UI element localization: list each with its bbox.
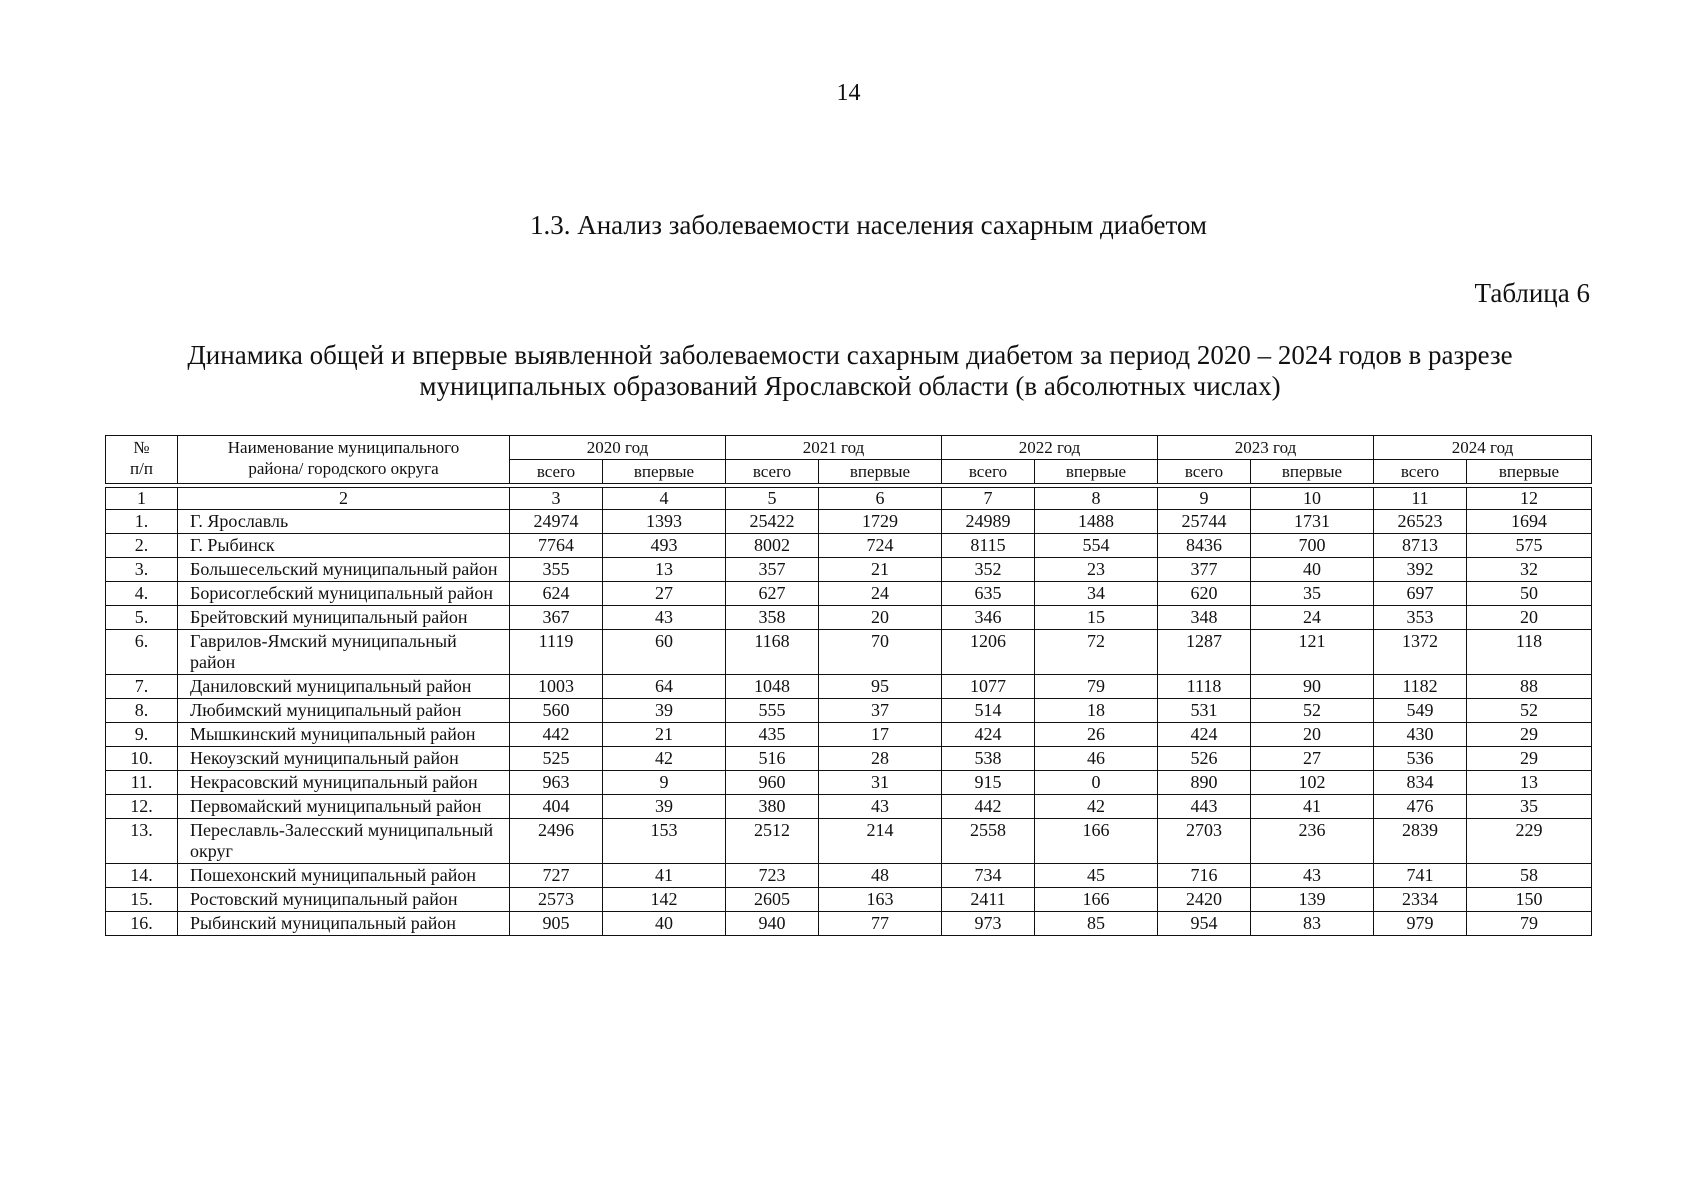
value-total: 2573 (510, 888, 603, 912)
value-new: 575 (1467, 534, 1592, 558)
value-new: 13 (1467, 771, 1592, 795)
value-total: 963 (510, 771, 603, 795)
incidence-table (105, 435, 1592, 936)
municipality-name: Г. Ярославль (178, 510, 510, 534)
municipality-name: Мышкинский муниципальный район (178, 723, 510, 747)
value-total: 8436 (1158, 534, 1251, 558)
value-total: 1119 (510, 630, 603, 675)
table-row (106, 630, 1592, 675)
value-total: 531 (1158, 699, 1251, 723)
column-index-cell: 11 (1374, 488, 1467, 510)
header-total: всего (1158, 460, 1251, 484)
value-new: 166 (1035, 888, 1158, 912)
value-new: 35 (1251, 582, 1374, 606)
value-total: 1118 (1158, 675, 1251, 699)
value-total: 1372 (1374, 630, 1467, 675)
value-new: 58 (1467, 864, 1592, 888)
header-new: впервые (819, 460, 942, 484)
column-index-cell: 1 (106, 488, 178, 510)
column-index-cell: 3 (510, 488, 603, 510)
value-total: 2558 (942, 819, 1035, 864)
value-total: 1048 (726, 675, 819, 699)
header-new: впервые (1251, 460, 1374, 484)
value-new: 24 (1251, 606, 1374, 630)
value-total: 353 (1374, 606, 1467, 630)
value-total: 2411 (942, 888, 1035, 912)
value-total: 2512 (726, 819, 819, 864)
value-total: 727 (510, 864, 603, 888)
table-caption (110, 340, 1590, 402)
table-row (106, 723, 1592, 747)
value-new: 72 (1035, 630, 1158, 675)
value-total: 549 (1374, 699, 1467, 723)
value-new: 52 (1467, 699, 1592, 723)
municipality-name: Переславль-Залесский муниципальный округ (178, 819, 510, 864)
value-total: 514 (942, 699, 1035, 723)
municipality-name: Любимский муниципальный район (178, 699, 510, 723)
header-total: всего (726, 460, 819, 484)
value-total: 734 (942, 864, 1035, 888)
value-new: 70 (819, 630, 942, 675)
value-total: 526 (1158, 747, 1251, 771)
municipality-name: Гаврилов-Ямский муниципальный район (178, 630, 510, 675)
table-row (106, 771, 1592, 795)
value-new: 118 (1467, 630, 1592, 675)
value-new: 28 (819, 747, 942, 771)
section-title: 1.3. Анализ заболеваемости населения сахарным диабетом (529, 210, 1207, 240)
header-year-2020: 2020 год (510, 436, 726, 460)
value-new: 20 (819, 606, 942, 630)
value-new: 21 (819, 558, 942, 582)
row-number: 3. (106, 558, 178, 582)
value-new: 35 (1467, 795, 1592, 819)
value-total: 834 (1374, 771, 1467, 795)
value-new: 29 (1467, 747, 1592, 771)
value-new: 42 (603, 747, 726, 771)
table-body (106, 484, 1592, 936)
value-total: 2496 (510, 819, 603, 864)
value-total: 352 (942, 558, 1035, 582)
value-new: 15 (1035, 606, 1158, 630)
header-year-2021: 2021 год (726, 436, 942, 460)
header-num (106, 436, 178, 484)
value-new: 142 (603, 888, 726, 912)
table-row (106, 558, 1592, 582)
value-total: 723 (726, 864, 819, 888)
row-number: 4. (106, 582, 178, 606)
value-new: 42 (1035, 795, 1158, 819)
municipality-name: Даниловский муниципальный район (178, 675, 510, 699)
value-total: 358 (726, 606, 819, 630)
row-number: 13. (106, 819, 178, 864)
row-number: 6. (106, 630, 178, 675)
value-new: 43 (819, 795, 942, 819)
table-row (106, 606, 1592, 630)
municipality-name: Ростовский муниципальный район (178, 888, 510, 912)
value-new: 700 (1251, 534, 1374, 558)
value-new: 79 (1035, 675, 1158, 699)
value-new: 1488 (1035, 510, 1158, 534)
value-total: 2703 (1158, 819, 1251, 864)
value-new: 95 (819, 675, 942, 699)
value-new: 45 (1035, 864, 1158, 888)
value-total: 1206 (942, 630, 1035, 675)
value-total: 2839 (1374, 819, 1467, 864)
value-new: 554 (1035, 534, 1158, 558)
value-new: 0 (1035, 771, 1158, 795)
value-new: 48 (819, 864, 942, 888)
value-total: 8002 (726, 534, 819, 558)
column-index-cell: 9 (1158, 488, 1251, 510)
value-new: 24 (819, 582, 942, 606)
value-new: 21 (603, 723, 726, 747)
column-index-cell: 2 (178, 488, 510, 510)
value-new: 88 (1467, 675, 1592, 699)
column-index-cell: 10 (1251, 488, 1374, 510)
value-total: 555 (726, 699, 819, 723)
value-new: 39 (603, 795, 726, 819)
value-total: 355 (510, 558, 603, 582)
value-total: 435 (726, 723, 819, 747)
value-total: 424 (942, 723, 1035, 747)
value-new: 46 (1035, 747, 1158, 771)
value-new: 153 (603, 819, 726, 864)
municipality-name: Некоузский муниципальный район (178, 747, 510, 771)
value-new: 1393 (603, 510, 726, 534)
value-new: 20 (1251, 723, 1374, 747)
header-new: впервые (603, 460, 726, 484)
value-new: 20 (1467, 606, 1592, 630)
value-new: 41 (1251, 795, 1374, 819)
value-total: 24974 (510, 510, 603, 534)
value-new: 1731 (1251, 510, 1374, 534)
value-new: 236 (1251, 819, 1374, 864)
value-new: 39 (603, 699, 726, 723)
header-num-line-1: № (133, 438, 150, 457)
value-total: 8115 (942, 534, 1035, 558)
header-year-2023: 2023 год (1158, 436, 1374, 460)
value-total: 716 (1158, 864, 1251, 888)
row-number: 7. (106, 675, 178, 699)
value-total: 1182 (1374, 675, 1467, 699)
row-number: 9. (106, 723, 178, 747)
row-number: 10. (106, 747, 178, 771)
value-new: 17 (819, 723, 942, 747)
value-new: 163 (819, 888, 942, 912)
value-total: 960 (726, 771, 819, 795)
municipality-name: Большесельский муниципальный район (178, 558, 510, 582)
value-total: 442 (942, 795, 1035, 819)
value-total: 954 (1158, 912, 1251, 936)
page-number: 14 (836, 80, 861, 106)
value-total: 25422 (726, 510, 819, 534)
value-total: 905 (510, 912, 603, 936)
value-new: 43 (1251, 864, 1374, 888)
value-total: 973 (942, 912, 1035, 936)
column-index-cell: 7 (942, 488, 1035, 510)
value-new: 34 (1035, 582, 1158, 606)
value-new: 150 (1467, 888, 1592, 912)
value-new: 60 (603, 630, 726, 675)
value-total: 627 (726, 582, 819, 606)
row-number: 11. (106, 771, 178, 795)
value-new: 724 (819, 534, 942, 558)
row-number: 15. (106, 888, 178, 912)
header-new: впервые (1467, 460, 1592, 484)
value-new: 90 (1251, 675, 1374, 699)
table-row (106, 510, 1592, 534)
row-number: 1. (106, 510, 178, 534)
table-caption-line-2: муниципальных образований Ярославской области (в абсолютных числах) (419, 371, 1281, 401)
header-year-2022: 2022 год (942, 436, 1158, 460)
row-number: 14. (106, 864, 178, 888)
header-year-2024: 2024 год (1374, 436, 1592, 460)
value-total: 367 (510, 606, 603, 630)
value-total: 24989 (942, 510, 1035, 534)
value-total: 635 (942, 582, 1035, 606)
value-total: 404 (510, 795, 603, 819)
value-total: 377 (1158, 558, 1251, 582)
value-total: 940 (726, 912, 819, 936)
value-new: 52 (1251, 699, 1374, 723)
value-new: 102 (1251, 771, 1374, 795)
municipality-name: Рыбинский муниципальный район (178, 912, 510, 936)
value-new: 229 (1467, 819, 1592, 864)
value-new: 214 (819, 819, 942, 864)
value-new: 9 (603, 771, 726, 795)
value-new: 85 (1035, 912, 1158, 936)
header-name-line-2: района/ городского округа (248, 459, 439, 478)
header-num-line-2: п/п (130, 459, 153, 478)
header-total: всего (942, 460, 1035, 484)
value-new: 493 (603, 534, 726, 558)
value-new: 31 (819, 771, 942, 795)
table-row (106, 912, 1592, 936)
value-total: 979 (1374, 912, 1467, 936)
table-row (106, 888, 1592, 912)
table-label: Таблица 6 (1474, 278, 1590, 308)
header-total: всего (1374, 460, 1467, 484)
value-total: 392 (1374, 558, 1467, 582)
value-new: 37 (819, 699, 942, 723)
value-total: 8713 (1374, 534, 1467, 558)
table-row (106, 819, 1592, 864)
row-number: 5. (106, 606, 178, 630)
value-total: 443 (1158, 795, 1251, 819)
value-new: 18 (1035, 699, 1158, 723)
value-total: 7764 (510, 534, 603, 558)
value-new: 139 (1251, 888, 1374, 912)
municipality-name: Г. Рыбинск (178, 534, 510, 558)
value-new: 64 (603, 675, 726, 699)
value-new: 79 (1467, 912, 1592, 936)
value-total: 624 (510, 582, 603, 606)
row-number: 8. (106, 699, 178, 723)
column-index-cell: 8 (1035, 488, 1158, 510)
value-total: 2605 (726, 888, 819, 912)
row-number: 2. (106, 534, 178, 558)
value-total: 741 (1374, 864, 1467, 888)
column-index-cell: 6 (819, 488, 942, 510)
value-total: 357 (726, 558, 819, 582)
header-new: впервые (1035, 460, 1158, 484)
header-total: всего (510, 460, 603, 484)
value-total: 1077 (942, 675, 1035, 699)
value-total: 476 (1374, 795, 1467, 819)
value-new: 121 (1251, 630, 1374, 675)
table-row (106, 864, 1592, 888)
value-total: 890 (1158, 771, 1251, 795)
value-new: 26 (1035, 723, 1158, 747)
municipality-name: Борисоглебский муниципальный район (178, 582, 510, 606)
value-total: 348 (1158, 606, 1251, 630)
value-total: 346 (942, 606, 1035, 630)
table-caption-line-1: Динамика общей и впервые выявленной заболеваемости сахарным диабетом за период 2020 – 2024 годов в разрезе (187, 340, 1513, 370)
value-new: 43 (603, 606, 726, 630)
value-new: 1694 (1467, 510, 1592, 534)
table-row (106, 747, 1592, 771)
value-new: 27 (603, 582, 726, 606)
value-total: 560 (510, 699, 603, 723)
column-index-cell: 12 (1467, 488, 1592, 510)
value-total: 25744 (1158, 510, 1251, 534)
value-total: 697 (1374, 582, 1467, 606)
table-row (106, 795, 1592, 819)
value-new: 41 (603, 864, 726, 888)
value-total: 424 (1158, 723, 1251, 747)
value-new: 29 (1467, 723, 1592, 747)
value-total: 380 (726, 795, 819, 819)
value-total: 2420 (1158, 888, 1251, 912)
value-total: 1003 (510, 675, 603, 699)
row-number: 12. (106, 795, 178, 819)
value-total: 442 (510, 723, 603, 747)
table-row (106, 675, 1592, 699)
municipality-name: Брейтовский муниципальный район (178, 606, 510, 630)
value-total: 1287 (1158, 630, 1251, 675)
value-total: 2334 (1374, 888, 1467, 912)
value-total: 1168 (726, 630, 819, 675)
value-new: 32 (1467, 558, 1592, 582)
value-total: 915 (942, 771, 1035, 795)
column-index-cell: 5 (726, 488, 819, 510)
value-new: 13 (603, 558, 726, 582)
column-index-cell: 4 (603, 488, 726, 510)
value-new: 1729 (819, 510, 942, 534)
value-total: 620 (1158, 582, 1251, 606)
value-total: 26523 (1374, 510, 1467, 534)
table-row (106, 582, 1592, 606)
value-total: 525 (510, 747, 603, 771)
value-total: 430 (1374, 723, 1467, 747)
municipality-name: Некрасовский муниципальный район (178, 771, 510, 795)
municipality-name: Пошехонский муниципальный район (178, 864, 510, 888)
table-row (106, 699, 1592, 723)
value-new: 40 (603, 912, 726, 936)
column-index-row (106, 488, 1592, 510)
value-new: 27 (1251, 747, 1374, 771)
value-new: 40 (1251, 558, 1374, 582)
value-total: 516 (726, 747, 819, 771)
header-row-years (106, 436, 1592, 460)
header-name (178, 436, 510, 484)
table-row (106, 534, 1592, 558)
municipality-name: Первомайский муниципальный район (178, 795, 510, 819)
value-new: 166 (1035, 819, 1158, 864)
value-new: 77 (819, 912, 942, 936)
value-total: 536 (1374, 747, 1467, 771)
value-total: 538 (942, 747, 1035, 771)
header-name-line-1: Наименование муниципального (227, 438, 460, 457)
value-new: 23 (1035, 558, 1158, 582)
value-new: 50 (1467, 582, 1592, 606)
row-number: 16. (106, 912, 178, 936)
value-new: 83 (1251, 912, 1374, 936)
